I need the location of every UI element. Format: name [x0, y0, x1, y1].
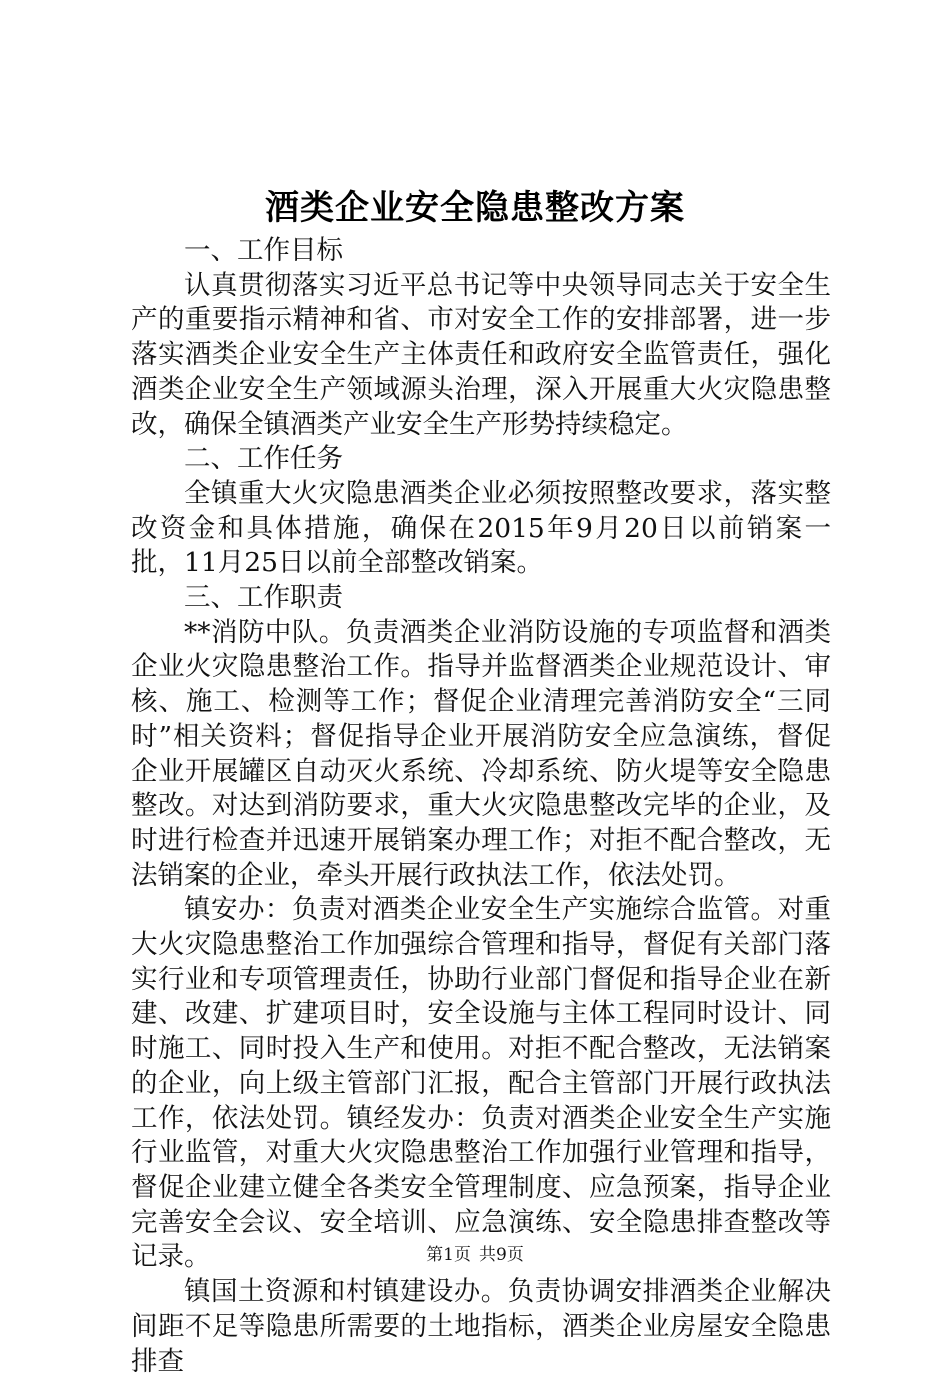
section-heading: 三、工作职责	[184, 582, 343, 614]
section-heading: 一、工作目标	[184, 235, 343, 266]
paragraph: 全镇重大火灾隐患酒类企业必须按照整改要求，落实整改资金和具体措施，确保在2015年9月20日以前销案一批，11月25日以前全部整改销案。	[131, 477, 831, 579]
section-heading: 二、工作任务	[184, 443, 343, 475]
page-number: 第1页	[426, 1245, 471, 1265]
document-title: 酒类企业安全隐患整改方案	[265, 188, 685, 228]
document-body	[131, 234, 831, 1379]
paragraph: 认真贯彻落实习近平总书记等中央领导同志关于安全生产的重要指示精神和省、市对安全工作的安排部署，进一步落实酒类企业安全生产主体责任和政府安全监管责任，强化酒类企业安全生产领域源头治理，深入开展重大火灾隐患整改，确保全镇酒类产业安全生产形势持续稳定。	[131, 269, 831, 440]
paragraph: 镇安办：负责对酒类企业安全生产实施综合监管。对重大火灾隐患整治工作加强综合管理和指导，督促有关部门落实行业和专项管理责任，协助行业部门督促和指导企业在新建、改建、扩建项目时，安全设施与主体工程同时设计、同时施工、同时投入生产和使用。对拒不配合整改，无法销案的企业，向上级主管部门汇报，配合主管部门开展行政执法工作，依法处罚。镇经发办：负责对酒类企业安全生产实施行业监管，对重大火灾隐患整治工作加强行业管理和指导，督促企业建立健全各类安全管理制度、应急预案，指导企业完善安全会议、安全培训、应急演练、安全隐患排查整改等记录。	[131, 894, 831, 1273]
page-total: 共9页	[479, 1245, 524, 1265]
page-footer	[0, 1243, 950, 1267]
paragraph: **消防中队。负责酒类企业消防设施的专项监督和酒类企业火灾隐患整治工作。指导并监督酒类企业规范设计、审核、施工、检测等工作；督促企业清理完善消防安全“三同时”相关资料；督促指导企业开展消防安全应急演练，督促企业开展罐区自动灭火系统、冷却系统、防火堤等安全隐患整改。对达到消防要求，重大火灾隐患整改完毕的企业，及时进行检查并迅速开展销案办理工作；对拒不配合整改，无法销案的企业，牵头开展行政执法工作，依法处罚。	[131, 616, 831, 891]
paragraph: 镇国土资源和村镇建设办。负责协调安排酒类企业解决间距不足等隐患所需要的土地指标，酒类企业房屋安全隐患排查	[131, 1276, 831, 1377]
